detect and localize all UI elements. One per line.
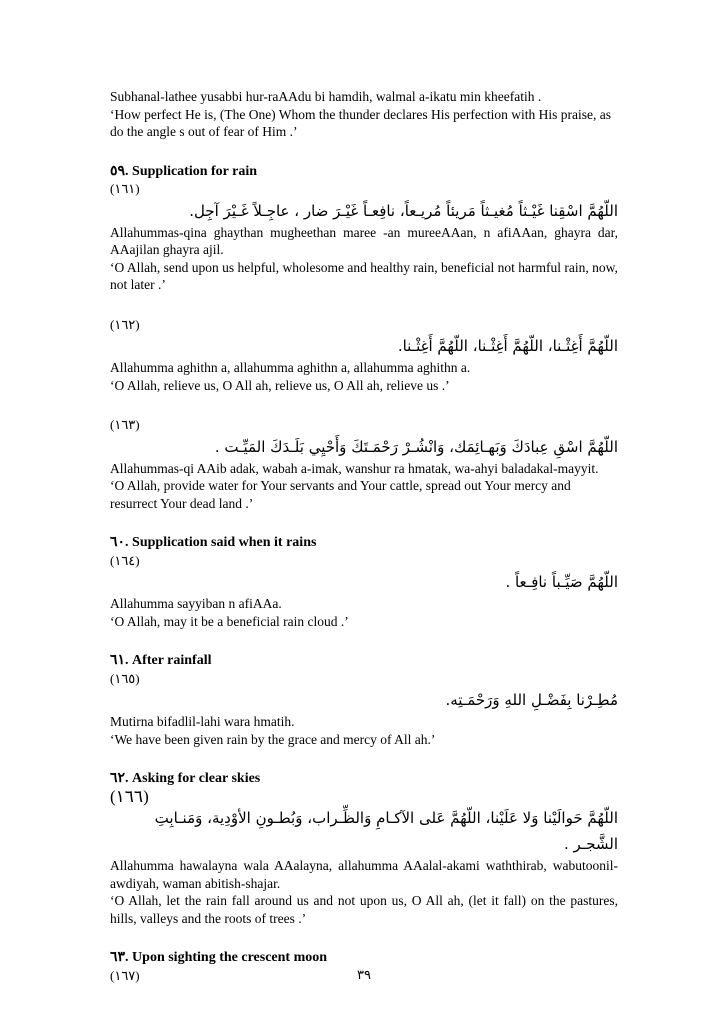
translation-164: ‘O Allah, may it be a beneficial rain cloud .’	[110, 613, 349, 629]
section-heading-62: ٦٢. Asking for clear skies	[110, 771, 261, 786]
transliteration-164: Allahumma sayyiban n afiAAa.	[110, 596, 282, 611]
translation-163: ‘O Allah, provide water for Your servants and Your cattle, spread out Your mercy and resurrect Your dead land .’	[110, 478, 571, 511]
transliteration-166: Allahumma hawalayna wala AAalayna, allahumma AAalal-akami waththirab, wabutoonil-awdiyah, waman abitish-shajar.	[110, 858, 618, 891]
intro-translation: ‘How perfect He is, (The One) Whom the thunder declares His perfection with His praise, as do the angle s out of fear of Him .’	[110, 106, 611, 139]
transliteration-165: Mutirna bifadlil-lahi wara hmatih.	[110, 714, 295, 729]
section-heading-63: ٦٣. Upon sighting the crescent moon	[110, 950, 328, 965]
document-body	[110, 88, 618, 984]
entry-number-164: (١٦٤)	[110, 552, 140, 568]
section-heading-60: ٦٠. Supplication said when it rains	[110, 535, 317, 550]
arabic-text-162: اللّهُمَّ أَغِثْـنا، اللّهُمَّ أَغِثْـنا، اللّهُمَّ أَغِثْـنا.	[397, 337, 618, 355]
entry-number-166: (١٦٦)	[110, 786, 149, 806]
entry-number-163: (١٦٣)	[110, 417, 140, 432]
entry-number-165: (١٦٥)	[110, 670, 140, 686]
arabic-text-163: اللّهُمَّ اسْقِ عِبادَكَ وَبَهـائِمَك، وَانْشُـرْ رَحْمَـتَكَ وَأَحْيِي بَلَـدَكَ المَيِّـت .	[214, 437, 618, 456]
arabic-text-166: اللّهُمَّ حَوالَيْنا وَلا عَلَيْنا، اللّهُمَّ عَلى الآكـامِ وَالظِّـراب، وَبُطـونِ الأوْدِية، وَمَنـابِتِ الشَّجـر .	[154, 809, 618, 853]
translation-162: ‘O Allah, relieve us, O All ah, relieve us, O All ah, relieve us .’	[110, 377, 450, 393]
arabic-text-161: اللّهُمَّ اسْقِنا غَيْـثاً مُغيـثاً مَريئاً مُريـعاً، نافِعـاً غَيْـرَ ضار ، عاجِـلاً غَـيْرَ آجِل.	[189, 201, 618, 220]
translation-165: ‘We have been given rain by the grace and mercy of All ah.’	[110, 731, 436, 747]
entry-number-167: (١٦٧)	[110, 967, 140, 983]
translation-161: ‘O Allah, send upon us helpful, wholesome and healthy rain, beneficial not harmful rain, now, not later .’	[110, 259, 618, 292]
page-number: ٣٩	[357, 968, 371, 983]
translation-166: ‘O Allah, let the rain fall around us and not upon us, O All ah, (let it fall) on the pastures, hills, valleys and the roots of trees .’	[110, 893, 618, 926]
intro-transliteration: Subhanal-lathee yusabbi hur-raAAdu bi hamdih, walmal a-ikatu min kheefatih .	[110, 89, 542, 104]
section-heading-59: ٥٩. Supplication for rain	[110, 163, 258, 179]
arabic-text-165: مُطِـرْنا بِفَضْـلِ اللهِ وَرَحْمَـتِه.	[445, 691, 618, 709]
entry-number-162: (١٦٢)	[110, 316, 140, 332]
arabic-text-164: اللّهُمَّ صَيِّـباً نافِـعاً .	[505, 573, 618, 591]
entry-number-161: (١٦١)	[110, 181, 140, 196]
transliteration-161: Allahummas-qina ghaythan mugheethan maree -an mureeAAan, n afiAAan, ghayra dar, AAajilan ghayra ajil.	[110, 224, 618, 257]
transliteration-163: Allahummas-qi AAib adak, wabah a-imak, wanshur ra hmatak, wa-ahyi baladakal-mayyit.	[110, 460, 599, 476]
transliteration-162: Allahumma aghithn a, allahumma aghithn a, allahumma aghithn a.	[110, 360, 471, 375]
section-heading-61: ٦١. After rainfall	[110, 653, 212, 668]
